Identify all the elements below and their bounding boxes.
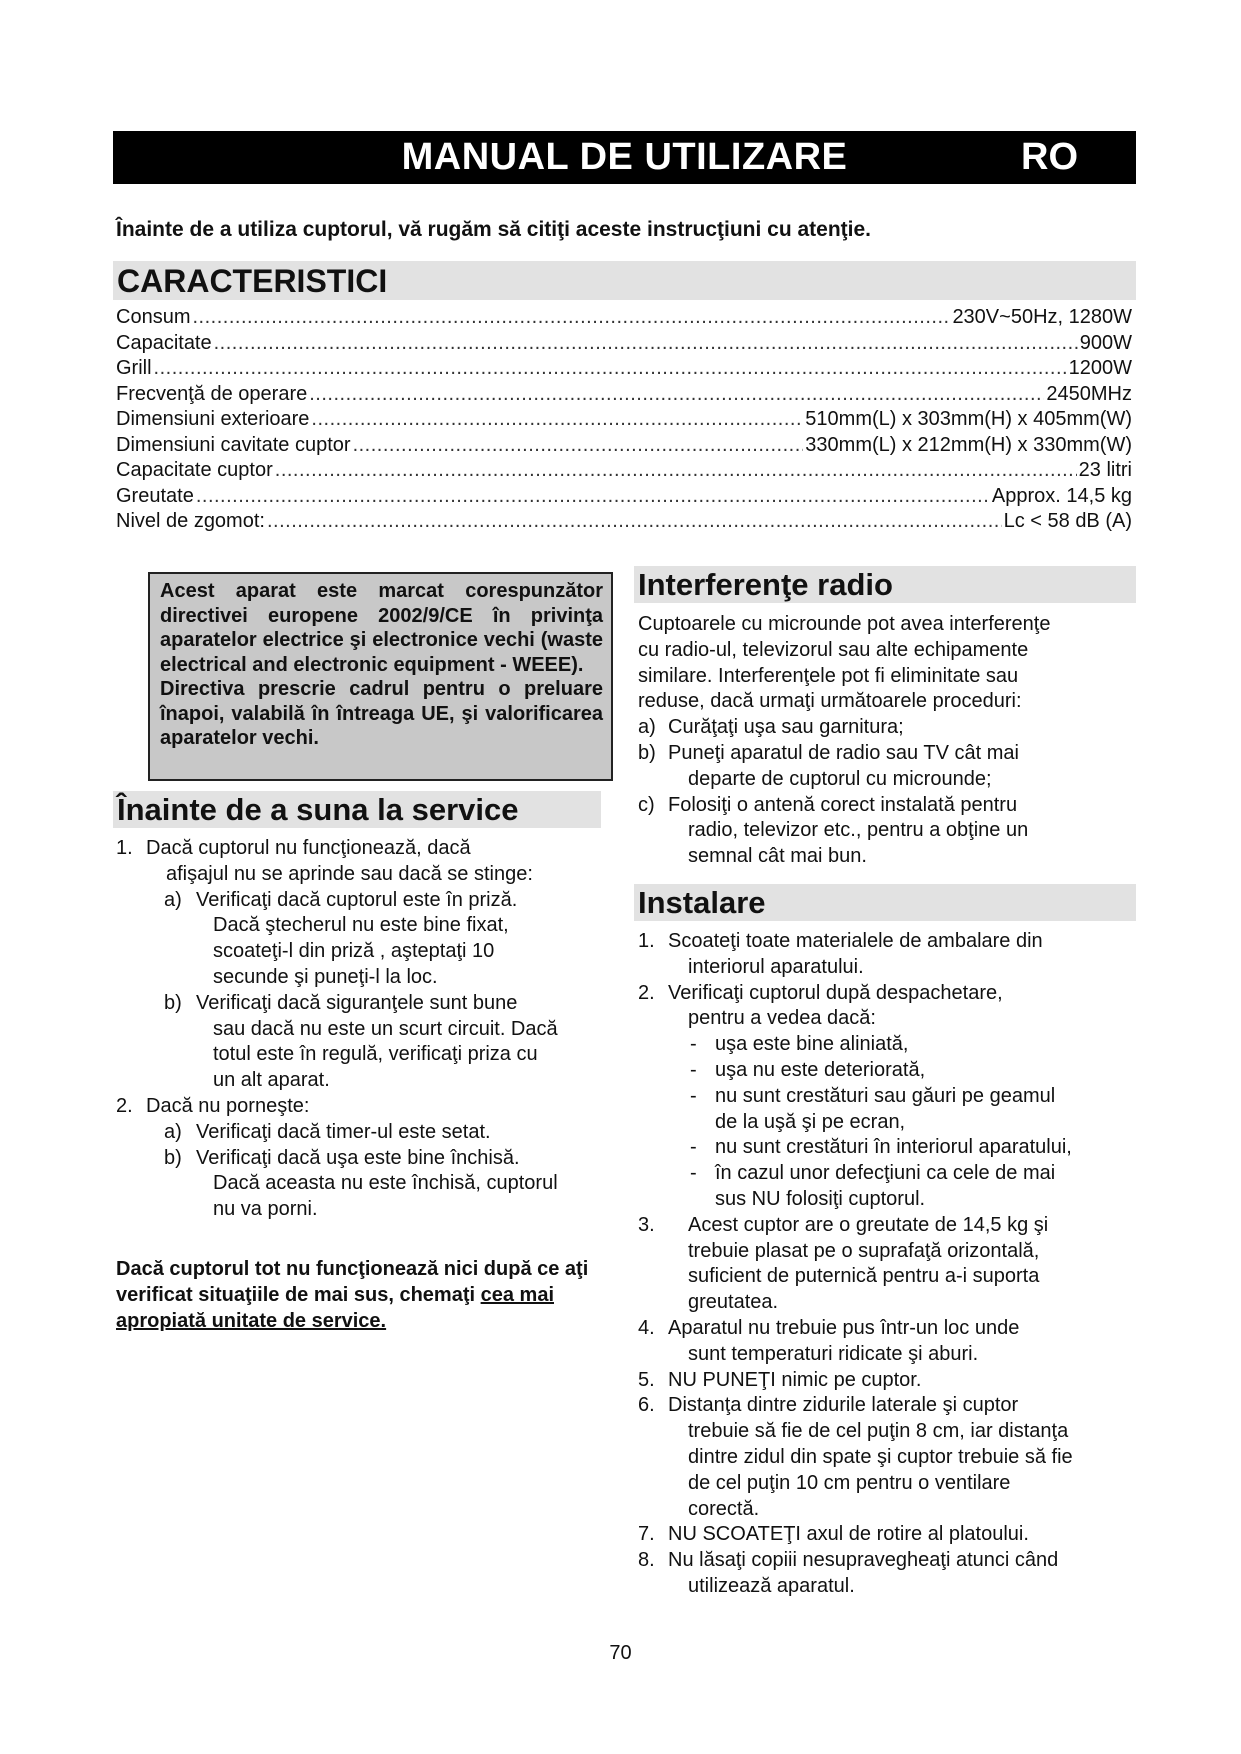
dot-leader <box>192 306 950 329</box>
dot-leader <box>353 434 804 457</box>
list-line <box>638 1548 1138 1574</box>
list-line <box>638 715 1138 741</box>
spec-value: 330mm(L) x 212mm(H) x 330mm(W) <box>805 433 1132 456</box>
list-text: sus NU folosiţi cuptorul. <box>715 1187 926 1210</box>
list-text: reduse, dacă urmaţi următoarele proceduri: <box>638 690 1022 713</box>
spec-label: Capacitate <box>116 331 212 354</box>
list-line <box>116 862 616 888</box>
list-text: Cuptoarele cu microunde pot avea interferenţe <box>638 613 1051 635</box>
list-line <box>638 1574 1138 1600</box>
list-line <box>638 1239 1138 1265</box>
list-text: Dacă aceasta nu este închisă, cuptorul <box>213 1172 558 1195</box>
list-line <box>116 1068 616 1094</box>
list-text: Curăţaţi uşa sau garnitura; <box>668 716 904 739</box>
list-line <box>116 888 616 914</box>
list-text: secunde şi puneţi-l la loc. <box>213 965 438 988</box>
spec-row <box>116 357 1132 383</box>
list-line <box>638 741 1138 767</box>
list-line <box>116 913 616 939</box>
list-line <box>638 1110 1138 1136</box>
list-text: Dacă nu porneşte: <box>146 1094 310 1117</box>
list-line <box>638 1213 1138 1239</box>
spec-value: 1200W <box>1068 357 1132 379</box>
list-text: un alt aparat. <box>213 1069 330 1092</box>
spec-label: Consum <box>116 306 191 328</box>
spec-value: 23 litri <box>1078 459 1132 481</box>
list-line <box>116 991 616 1017</box>
list-marker: 2. <box>638 981 655 1004</box>
list-marker: - <box>690 1033 697 1056</box>
list-text: nu sunt crestături sau găuri pe geamul <box>715 1084 1056 1107</box>
list-line <box>116 1171 616 1197</box>
list-text: Distanţa dintre zidurile laterale şi cuptor <box>668 1394 1019 1417</box>
spec-value: Approx. 14,5 kg <box>991 484 1132 507</box>
list-text: NU SCOATEŢI axul de rotire al platoului. <box>668 1523 1029 1546</box>
list-text: uşa nu este deteriorată, <box>715 1058 926 1081</box>
spec-value: 900W <box>1079 331 1132 354</box>
list-line <box>638 767 1138 793</box>
list-line <box>638 1342 1138 1368</box>
list-line <box>638 1135 1138 1161</box>
list-text: greutatea. <box>688 1291 779 1314</box>
list-text: Acest cuptor are o greutate de 14,5 kg şi <box>688 1213 1049 1236</box>
list-line <box>638 1419 1138 1445</box>
list-line <box>116 1197 616 1223</box>
list-text: scoateţi-l din priză , aşteptaţi 10 <box>213 940 495 963</box>
list-text: uşa este bine aliniată, <box>715 1033 909 1056</box>
install-list <box>638 929 1138 1600</box>
list-marker: b) <box>164 1146 182 1169</box>
list-marker: 7. <box>638 1523 655 1546</box>
dot-leader <box>154 357 1067 380</box>
list-text: utilizează aparatul. <box>688 1574 855 1597</box>
list-text: trebuie să fie de cel puţin 8 cm, iar distanţa <box>688 1420 1069 1443</box>
spec-row <box>116 306 1132 332</box>
list-text: dintre zidul din spate şi cuptor trebuie să fie <box>688 1445 1073 1468</box>
list-line <box>116 1146 616 1172</box>
list-text: trebuie plasat pe o suprafaţă orizontală, <box>688 1239 1040 1262</box>
list-text: Verificaţi dacă uşa este bine închisă. <box>196 1146 520 1169</box>
list-text: în cazul unor defecţiuni ca cele de mai <box>715 1162 1056 1185</box>
list-text: interiorul aparatului. <box>688 955 864 978</box>
list-marker: 4. <box>638 1316 655 1339</box>
list-line <box>638 1006 1138 1032</box>
radio-list <box>638 612 1138 870</box>
spec-label: Greutate <box>116 484 194 507</box>
list-marker: 5. <box>638 1368 655 1391</box>
list-text: de cel puţin 10 cm pentru o ventilare <box>688 1471 1011 1494</box>
list-marker: 2. <box>116 1094 133 1117</box>
list-line <box>638 1058 1138 1084</box>
list-text: semnal cât mai bun. <box>688 845 867 868</box>
weee-paragraph-1: Acest aparat este marcat corespunzător directivei europene 2002/9/CE în privinţa aparatelor electrice şi electronice vechi (waste electrical and electronic equipment - WEEE). <box>160 580 603 676</box>
dot-leader <box>214 332 1078 355</box>
list-text: Scoateţi toate materialele de ambalare din <box>668 930 1043 952</box>
spec-row <box>116 485 1132 511</box>
list-text: radio, televizor etc., pentru a obţine un <box>688 819 1029 842</box>
manual-title: MANUAL DE UTILIZARE <box>401 136 848 178</box>
list-text: sunt temperaturi ridicate şi aburi. <box>688 1342 979 1365</box>
list-marker: 1. <box>116 837 133 859</box>
radio-title: Interferenţe radio <box>634 566 1136 603</box>
list-line <box>638 981 1138 1007</box>
list-text: Verificaţi dacă timer-ul este setat. <box>196 1120 491 1143</box>
list-text: NU PUNEŢI nimic pe cuptor. <box>668 1368 922 1391</box>
list-text: afişajul nu se aprinde sau dacă se stinge: <box>166 862 533 885</box>
list-line <box>638 844 1138 870</box>
list-line <box>638 1032 1138 1058</box>
list-text: Verificaţi cuptorul după despachetare, <box>668 981 1003 1004</box>
spec-row <box>116 510 1132 536</box>
header-bar <box>113 131 1136 184</box>
list-text: Verificaţi dacă cuptorul este în priză. <box>196 888 518 911</box>
list-line <box>638 793 1138 819</box>
spec-value: Lc < 58 dB (A) <box>1003 510 1132 532</box>
list-line <box>638 638 1138 664</box>
list-line <box>638 1187 1138 1213</box>
list-marker: a) <box>638 716 656 739</box>
service-list <box>116 836 616 1223</box>
list-line <box>638 1445 1138 1471</box>
dot-leader <box>311 408 803 431</box>
list-marker: a) <box>164 1120 182 1143</box>
page-number: 70 <box>609 1642 632 1664</box>
list-line <box>116 836 616 862</box>
list-line <box>638 664 1138 690</box>
list-line <box>638 1368 1138 1394</box>
specs-title: CARACTERISTICI <box>113 261 1136 300</box>
list-marker: - <box>690 1084 697 1107</box>
list-text: similare. Interferenţele pot fi eliminitate sau <box>638 664 1019 687</box>
list-text: totul este în regulă, verificaţi priza cu <box>213 1043 538 1066</box>
list-line <box>638 689 1138 715</box>
spec-label: Dimensiuni exterioare <box>116 408 310 430</box>
list-line <box>638 1264 1138 1290</box>
list-line <box>116 1094 616 1120</box>
list-text: Dacă ştecherul nu este bine fixat, <box>213 914 509 937</box>
list-text: Folosiţi o antenă corect instalată pentru <box>668 793 1018 816</box>
list-line <box>116 965 616 991</box>
list-marker: a) <box>164 888 182 911</box>
list-line <box>638 1290 1138 1316</box>
list-line <box>116 1017 616 1043</box>
language-code: RO <box>1021 136 1078 178</box>
spec-value: 510mm(L) x 303mm(H) x 405mm(W) <box>805 408 1132 430</box>
weee-paragraph-2: Directiva prescrie cadrul pentru o preluare înapoi, valabilă în întreaga UE, şi valorificarea aparatelor vechi. <box>160 678 603 749</box>
list-text: sau dacă nu este un scurt circuit. Dacă <box>213 1017 558 1040</box>
list-text: departe de cuptorul cu microunde; <box>688 767 992 790</box>
list-line <box>638 1522 1138 1548</box>
list-line <box>638 929 1138 955</box>
spec-label: Frecvenţă de operare <box>116 382 308 405</box>
list-line <box>638 1471 1138 1497</box>
service-title: Înainte de a suna la service <box>113 791 601 828</box>
list-text: Puneţi aparatul de radio sau TV cât mai <box>668 741 1019 764</box>
list-marker: b) <box>164 991 182 1014</box>
list-marker: - <box>690 1058 697 1081</box>
spec-value: 2450MHz <box>1046 382 1132 405</box>
spec-row <box>116 408 1132 434</box>
list-text: Verificaţi dacă siguranţele sunt bune <box>196 991 518 1014</box>
list-text: Dacă cuptorul nu funcţionează, dacă <box>146 837 471 859</box>
weee-notice-box <box>148 572 613 781</box>
service-note-text: Dacă cuptorul tot nu funcţionează nici după ce aţi verificat situaţiile de mai sus, chemaţi <box>116 1258 589 1306</box>
list-marker: 8. <box>638 1549 655 1572</box>
spec-row <box>116 459 1132 485</box>
list-line <box>116 1042 616 1068</box>
list-text: Aparatul nu trebuie pus într-un loc unde <box>668 1316 1020 1339</box>
service-note <box>116 1257 616 1334</box>
list-line <box>638 955 1138 981</box>
list-line <box>638 1393 1138 1419</box>
spec-label: Dimensiuni cavitate cuptor <box>116 433 351 456</box>
list-text: suficient de puternică pentru a-i suporta <box>688 1265 1040 1288</box>
list-marker: 6. <box>638 1394 655 1417</box>
intro-text: Înainte de a utiliza cuptorul, vă rugăm să citiţi aceste instrucţiuni cu atenţie. <box>116 218 872 241</box>
list-marker: b) <box>638 741 656 764</box>
list-text: Nu lăsaţi copiii nesupravegheaţi atunci când <box>668 1549 1059 1572</box>
spec-row <box>116 383 1132 409</box>
spec-label: Capacitate cuptor <box>116 459 273 481</box>
list-line <box>116 939 616 965</box>
list-marker: 1. <box>638 930 655 952</box>
spec-label: Nivel de zgomot: <box>116 510 265 532</box>
list-marker: - <box>690 1162 697 1185</box>
list-text: de la uşă şi pe ecran, <box>715 1110 906 1133</box>
spec-value: 230V~50Hz, 1280W <box>952 306 1132 328</box>
spec-row <box>116 332 1132 358</box>
list-marker: 3. <box>638 1213 655 1236</box>
list-text: nu va porni. <box>213 1198 318 1221</box>
dot-leader <box>275 459 1077 482</box>
service-note-underlined: cea mai apropiată unitate de service. <box>116 1283 554 1332</box>
dot-leader <box>196 485 990 508</box>
install-title: Instalare <box>634 884 1136 921</box>
list-line <box>638 1497 1138 1523</box>
list-line <box>116 1120 616 1146</box>
list-line <box>638 1084 1138 1110</box>
list-marker: c) <box>638 793 655 816</box>
list-text: corectă. <box>688 1497 760 1520</box>
spec-row <box>116 434 1132 460</box>
list-marker: - <box>690 1136 697 1159</box>
specs-list <box>116 306 1132 536</box>
list-text: pentru a vedea dacă: <box>688 1007 876 1030</box>
list-line <box>638 1316 1138 1342</box>
list-text: nu sunt crestături în interiorul aparatului, <box>715 1136 1072 1159</box>
dot-leader <box>309 383 1044 406</box>
spec-label: Grill <box>116 357 152 379</box>
list-line <box>638 818 1138 844</box>
list-text: cu radio-ul, televizorul sau alte echipamente <box>638 638 1029 661</box>
list-line <box>638 1161 1138 1187</box>
dot-leader <box>267 510 1002 533</box>
list-line <box>638 612 1138 638</box>
